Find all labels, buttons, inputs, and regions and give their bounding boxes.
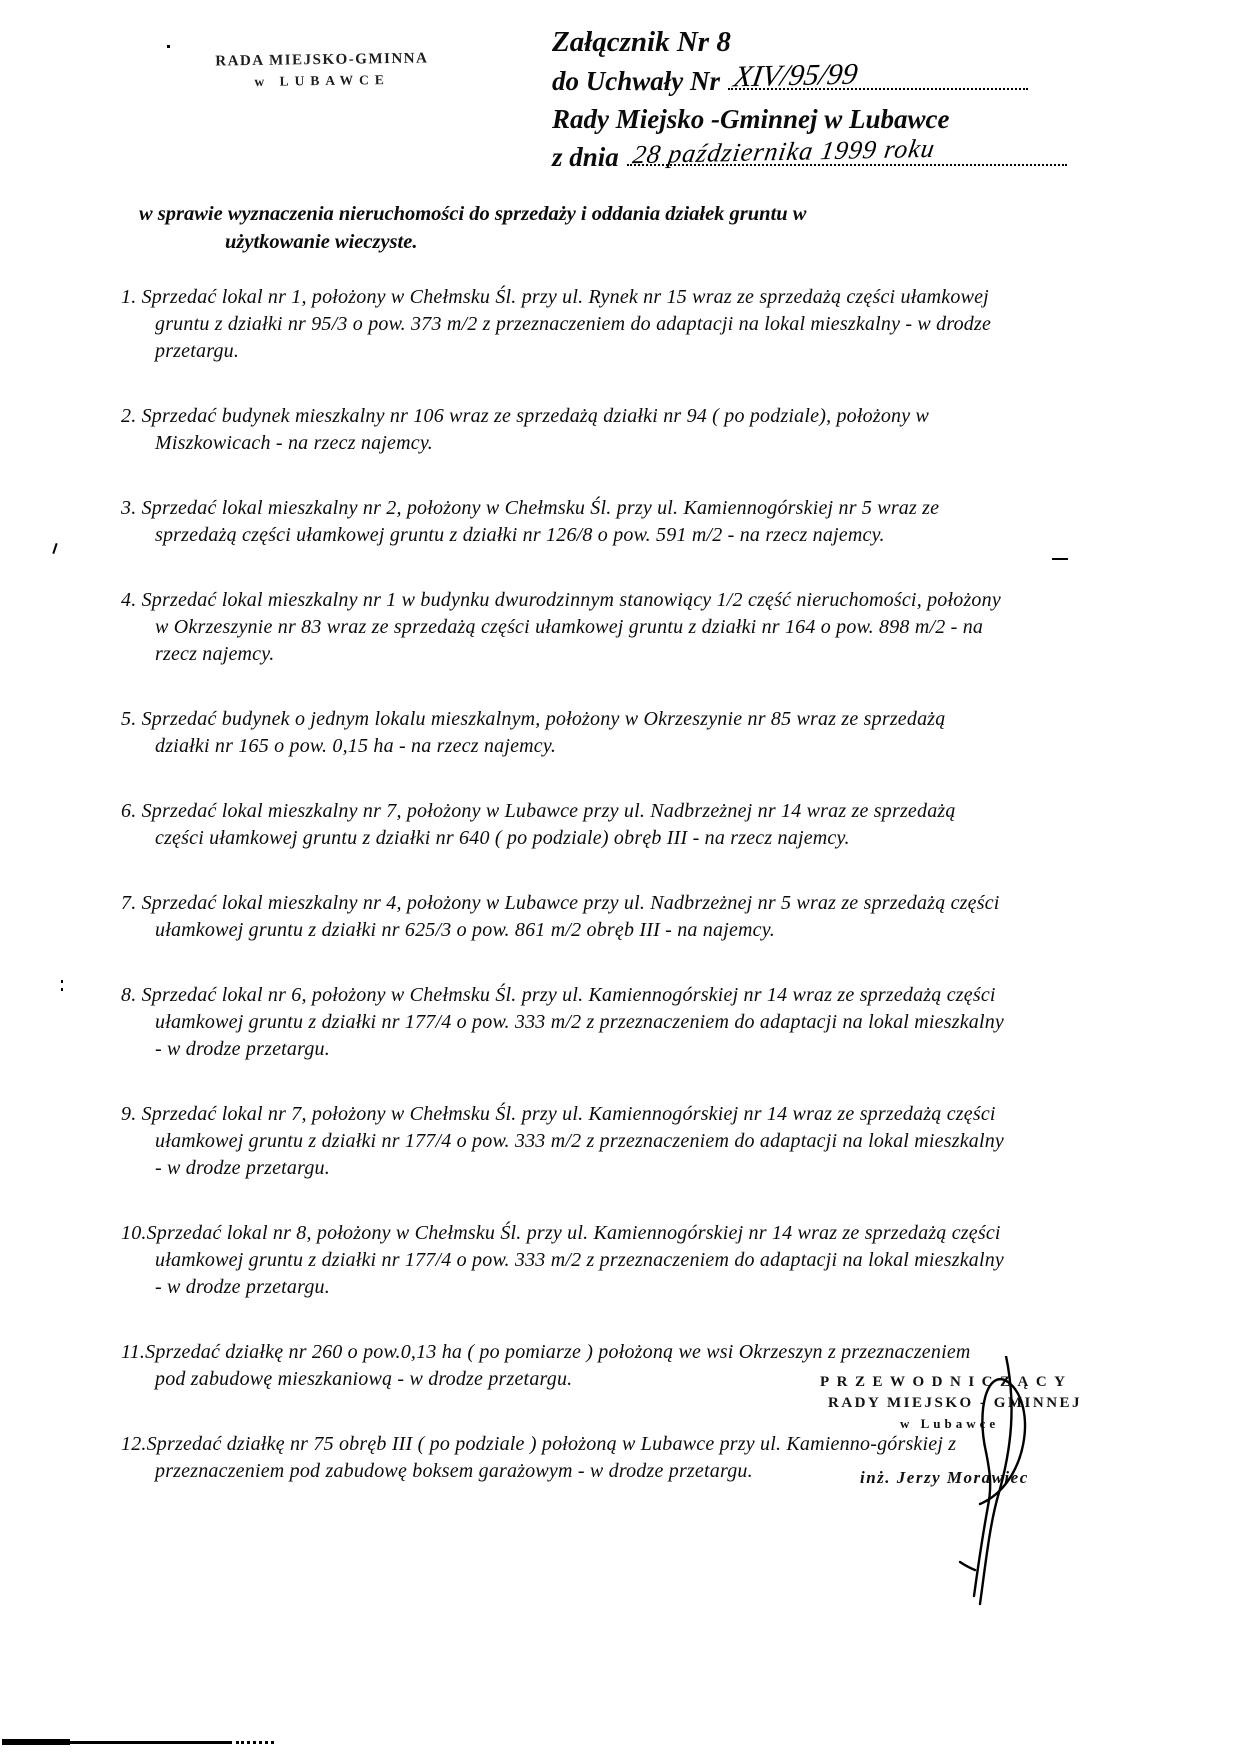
list-item [121, 587, 1005, 668]
item-number: 9. [121, 1103, 142, 1125]
item-number: 2. [121, 405, 142, 427]
office-stamp-line1: RADA MIEJSKO-GMINNA [215, 50, 429, 70]
signature-role-line2: RADY MIEJSKO - GMINNEJ [828, 1395, 1083, 1411]
scan-artifact [52, 543, 57, 554]
item-number: 6. [121, 800, 142, 822]
item-text: Sprzedać działkę nr 75 obręb III ( po podziale ) położoną w Lubawce przy ul. Kamienno-górskiej z przeznaczeniem pod zabudowę boksem garażowym - w drodze przetargu. [146, 1433, 957, 1482]
date-prefix: z dnia [552, 142, 619, 172]
list-item [121, 284, 1005, 365]
item-number: 1. [121, 286, 142, 308]
resolution-prefix: do Uchwały Nr [552, 66, 720, 96]
scan-artifact [1052, 558, 1068, 560]
item-text: Sprzedać lokal nr 1, położony w Chełmsku Śl. przy ul. Rynek nr 15 wraz ze sprzedażą części ułamkowej gruntu z działki nr 95/3 o pow. 373 m/2 z przeznaczeniem do adaptacji na lokal mieszkalny - w drodze przetargu. [141, 286, 992, 362]
document-header [552, 22, 1067, 176]
item-text: Sprzedać lokal mieszkalny nr 1 w budynku dwurodzinnym stanowiący 1/2 część nieruchomości, położony w Okrzeszynie nr 83 wraz ze sprzedażą części ułamkowej gruntu z działki nr 164 o pow. 898 m/2 - na rzecz najemcy. [141, 589, 1001, 665]
scan-artifact [61, 980, 63, 983]
list-item [121, 890, 1005, 944]
subject-line1: w sprawie wyznaczenia nieruchomości do sprzedaży i oddania działek gruntu w [139, 203, 807, 225]
item-text: Sprzedać budynek o jednym lokalu mieszkalnym, położony w Okrzeszynie nr 85 wraz ze sprzedażą działki nr 165 o pow. 0,15 ha - na rzecz najemcy. [141, 708, 946, 757]
item-text: Sprzedać lokal nr 6, położony w Chełmsku Śl. przy ul. Kamiennogórskiej nr 14 wraz ze sprzedażą części ułamkowej gruntu z działki nr 177/4 o pow. 333 m/2 z przeznaczeniem do adaptacji na lokal mieszkalny - w drodze przetargu. [141, 984, 1005, 1060]
list-item [121, 706, 1005, 760]
signature-role-line3: w Lubawce [900, 1416, 1000, 1431]
list-item [121, 495, 1005, 549]
date-line [552, 133, 1067, 176]
item-number: 3. [121, 497, 142, 519]
item-text: Sprzedać lokal nr 8, położony w Chełmsku Śl. przy ul. Kamiennogórskiej nr 14 wraz ze sprzedażą części ułamkowej gruntu z działki nr 177/4 o pow. 333 m/2 z przeznaczeniem do adaptacji na lokal mieszkalny - w drodze przetargu. [146, 1222, 1005, 1298]
item-number: 8. [121, 984, 142, 1006]
item-text: Sprzedać lokal mieszkalny nr 2, położony w Chełmsku Śl. przy ul. Kamiennogórskiej nr 5 wraz ze sprzedażą części ułamkowej gruntu z działki nr 126/8 o pow. 591 m/2 - na rzecz najemcy. [141, 497, 940, 546]
list-item [121, 798, 1005, 852]
item-number: 11. [121, 1341, 146, 1363]
item-number: 7. [121, 892, 142, 914]
item-text: Sprzedać działkę nr 260 o pow.0,13 ha ( po pomiarze ) położoną we wsi Okrzeszyn z przeznaczeniem pod zabudowę mieszkaniową - w drodze przetargu. [145, 1341, 971, 1390]
item-number: 12. [121, 1433, 147, 1455]
council-line: Rady Miejsko -Gminnej w Lubawce [552, 104, 950, 134]
list-item [121, 1220, 1005, 1301]
scan-artifact [61, 988, 63, 991]
resolution-number-dotted-line [728, 57, 1028, 94]
item-number: 5. [121, 708, 142, 730]
resolution-number-handwritten: XIV/95/99 [731, 57, 860, 94]
list-item [121, 982, 1005, 1063]
office-stamp-line2: w LUBAWCE [254, 72, 390, 89]
resolution-line [552, 57, 1067, 100]
item-number: 10. [121, 1222, 147, 1244]
scan-artifact [236, 1741, 274, 1744]
subject-line2: użytkowanie wieczyste. [225, 231, 418, 253]
scan-artifact [167, 45, 170, 48]
attachment-title: Załącznik Nr 8 [552, 26, 731, 58]
item-text: Sprzedać lokal nr 7, położony w Chełmsku Śl. przy ul. Kamiennogórskiej nr 14 wraz ze sprzedażą części ułamkowej gruntu z działki nr 177/4 o pow. 333 m/2 z przeznaczeniem do adaptacji na lokal mieszkalny - w drodze przetargu. [141, 1103, 1005, 1179]
item-number: 4. [121, 589, 142, 611]
item-text: Sprzedać budynek mieszkalny nr 106 wraz ze sprzedażą działki nr 94 ( po podziale), położony w Miszkowicach - na rzecz najemcy. [141, 405, 930, 454]
scan-artifact [2, 1741, 232, 1744]
list-item [121, 403, 1005, 457]
item-text: Sprzedać lokal mieszkalny nr 4, położony w Lubawce przy ul. Nadbrzeżnej nr 5 wraz ze sprzedażą części ułamkowej gruntu z działki nr 625/3 o pow. 861 m/2 obręb III - na najemcy. [141, 892, 1000, 941]
handwritten-signature [942, 1356, 1042, 1606]
item-text: Sprzedać lokal mieszkalny nr 7, położony w Lubawce przy ul. Nadbrzeżnej nr 14 wraz ze sprzedażą części ułamkowej gruntu z działki nr 640 ( po podziale) obręb III - na rzecz najemcy. [141, 800, 956, 849]
date-handwritten: 28 października 1999 roku [630, 133, 938, 170]
subject [139, 200, 806, 256]
signature-role-line1: PRZEWODNICZĄCY [820, 1374, 1073, 1390]
item-list [121, 284, 1005, 1485]
office-stamp [192, 50, 452, 91]
signature-name: inż. Jerzy Morawiec [860, 1468, 1029, 1487]
list-item [121, 1101, 1005, 1182]
date-dotted-line [627, 133, 1067, 170]
